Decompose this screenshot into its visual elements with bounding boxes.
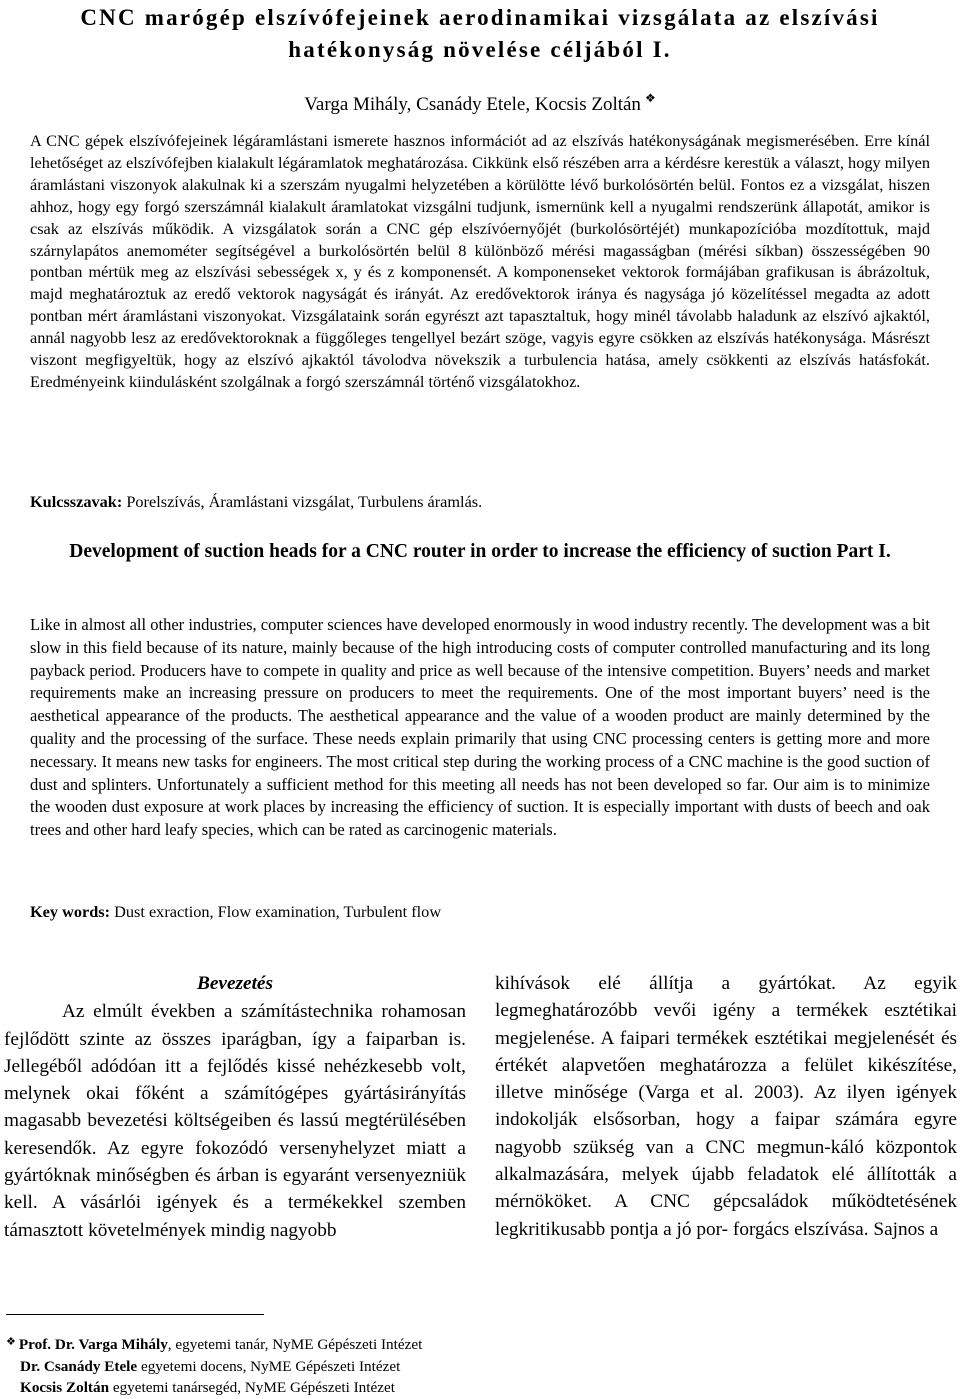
- intro-paragraph-left: Az elmúlt években a számítástechnika rohamosan fejlődött szinte az összes iparágban, így a faiparban is. Jellegéből adódóan itt a fejlődés kissé nehézkesebb volt, melynek okai főként a számítógépes gyártásirányítás magasabb bevezetési költségeiben és lassú megtérülésében keresendők. Az egyre fokozódó versenyhelyzet miatt a gyártóknak minőségben és árban is egyaránt versenyezniük kell. A vásárlói igények és a termékekkel szemben támasztott követelmények mindig nagyobb: [4, 1001, 466, 1241]
- paper-title-en: Development of suction heads for a CNC router in order to increase the efficiency of suction Part I.: [69, 541, 891, 562]
- intro-right-column: [495, 970, 957, 1243]
- keywords-en: [30, 901, 930, 923]
- authors: Varga Mihály, Csanády Etele, Kocsis Zoltán: [304, 94, 641, 115]
- intro-left-column: [4, 970, 466, 1244]
- author-line: [0, 86, 960, 117]
- abstract-en: Like in almost all other industries, computer sciences have developed enormously in wood industry recently. The development was a bit slow in this field because of its nature, mainly because of the high introducing costs of computer controlled manufacturing and its long payback period. Producers have to compete in quality and price as well because of the intensive competition. Buyers’ needs and market requirements make an increasing pressure on producers to meet the requirements. One of the most important buyers’ need is the aesthetical appearance of the products. The aesthetical appearance and the value of a wooden product are mainly determined by the quality and the processing of the surface. These needs explain primarily that using CNC processing centers is getting more and more necessary. It means new tasks for engineers. The most critical step during the working process of a CNC machine is the good suction of dust and splinters. Unfortunately a sufficient method for this meeting all needs has not been developed so far. Our aim is to minimize the wooden dust exposure at work places by increasing the efficiency of suction. It is especially important with dusts of beech and oak trees and other hard leafy species, which can be rated as carcinogenic materials.: [30, 615, 930, 840]
- footnote-role: , egyetemi tanár, NyME Gépészeti Intézet: [167, 1336, 423, 1353]
- footnote-star-icon: ❖: [6, 1336, 16, 1348]
- keywords-hu-label: Kulcsszavak:: [30, 492, 123, 511]
- footnote-author: Dr. Csanády Etele: [20, 1357, 138, 1375]
- footnote-author: Kocsis Zoltán: [20, 1379, 110, 1396]
- footnote-line: [6, 1356, 706, 1378]
- footnote-marker-icon: ❖: [644, 91, 656, 105]
- footnotes: [6, 1332, 706, 1399]
- footnote-role: egyetemi docens, NyME Gépészeti Intézet: [137, 1357, 401, 1375]
- abstract-hu: A CNC gépek elszívófejeinek légáramlástani ismerete hasznos információt ad az elszívás hatékonyságának megismerésében. Erre kínál lehetőséget az elszívófejben kialakult légáramlatok meghatározása. Cikkünk első részében arra a kérdésre kerestük a választ, hogy milyen áramlástani viszonyok alakulnak ki a szerszám nyugalmi helyzetében a körülötte lévő burkolósörtén belül. Fontos ez a vizsgálat, hiszen ahhoz, hogy egy forgó szerszámnál kialakult áramlatokat vizsgálni tudjunk, ismernünk kell a nyugalmi rendszerünk állapotát, amikor is csak az elszívás működik. A vizsgálatok során a CNC gép elszívóernyőjét (burkolósörtéjét) munkapozícióba mozdítottuk, majd szárnylapátos anemométer segítségével a burkolósörtén belül 8 különböző mérési magasságban (mérési síkban) összességében 90 pontban mértük meg az elszívási sebességek x, y és z komponensét. A komponenseket vektorok formájában grafikusan is ábrázoltuk, majd meghatároztuk az eredő vektorok nagyságát és irányát. Az eredővektorok iránya és nagysága jó közelítéssel megadta az adott pontban mért áramlástani viszonyokat. Vizsgálataink során egyrészt azt tapasztaltuk, hogy minél távolabb haladunk az elszívó ajkaktól, annál nagyobb lesz az eredővektoroknak a függőleges tengellyel bezárt szöge, vagyis egyre csökken az elszívás hatékonysága. Másrészt viszont megfigyeltük, hogy az elszívó ajkaktól távolodva növekszik a turbulencia hatása, amely csökkenti az elszívás hatásfokát. Eredményeink kiindulásként szolgálnak a forgó szerszámnál történő vizsgálatokhoz.: [30, 131, 930, 391]
- paper-title-hu: CNC marógép elszívófejeinek aerodinamikai vizsgálata az elszívási hatékonyság növelése céljából I.: [80, 5, 880, 62]
- footnote-line: [6, 1377, 706, 1399]
- intro-paragraph-right: kihívások elé állítja a gyártókat. Az egyik legmeghatározóbb vevői igény a termékek esztétikai megjelenése. A faipari termékek esztétikai megjelenését és értékét alapvetően meghatározza a felület kikészítése, illetve minősége (Varga et al. 2003). Az ilyen igények indokolják elsősorban, hogy a faipar számára egyre nagyobb szükség van a CNC megmun-káló központok alkalmazására, melyek újabb feladatok elé állították a mérnököket. A CNC gépcsaládok működtetésének legkritikusabb pontja a jó por- forgács elszívása. Sajnos a: [495, 973, 957, 1240]
- keywords-hu: [30, 491, 930, 513]
- footnote-divider: [6, 1314, 264, 1315]
- keywords-hu-text: Porelszívás, Áramlástani vizsgálat, Turbulens áramlás.: [126, 492, 483, 511]
- keywords-en-label: Key words:: [30, 902, 111, 921]
- section-heading: Bevezetés: [196, 973, 273, 994]
- keywords-en-text: Dust exraction, Flow examination, Turbulent flow: [114, 902, 442, 921]
- footnote-line: [6, 1332, 706, 1356]
- footnote-author: Prof. Dr. Varga Mihály: [18, 1336, 168, 1353]
- footnote-role: egyetemi tanársegéd, NyME Gépészeti Intézet: [109, 1379, 395, 1396]
